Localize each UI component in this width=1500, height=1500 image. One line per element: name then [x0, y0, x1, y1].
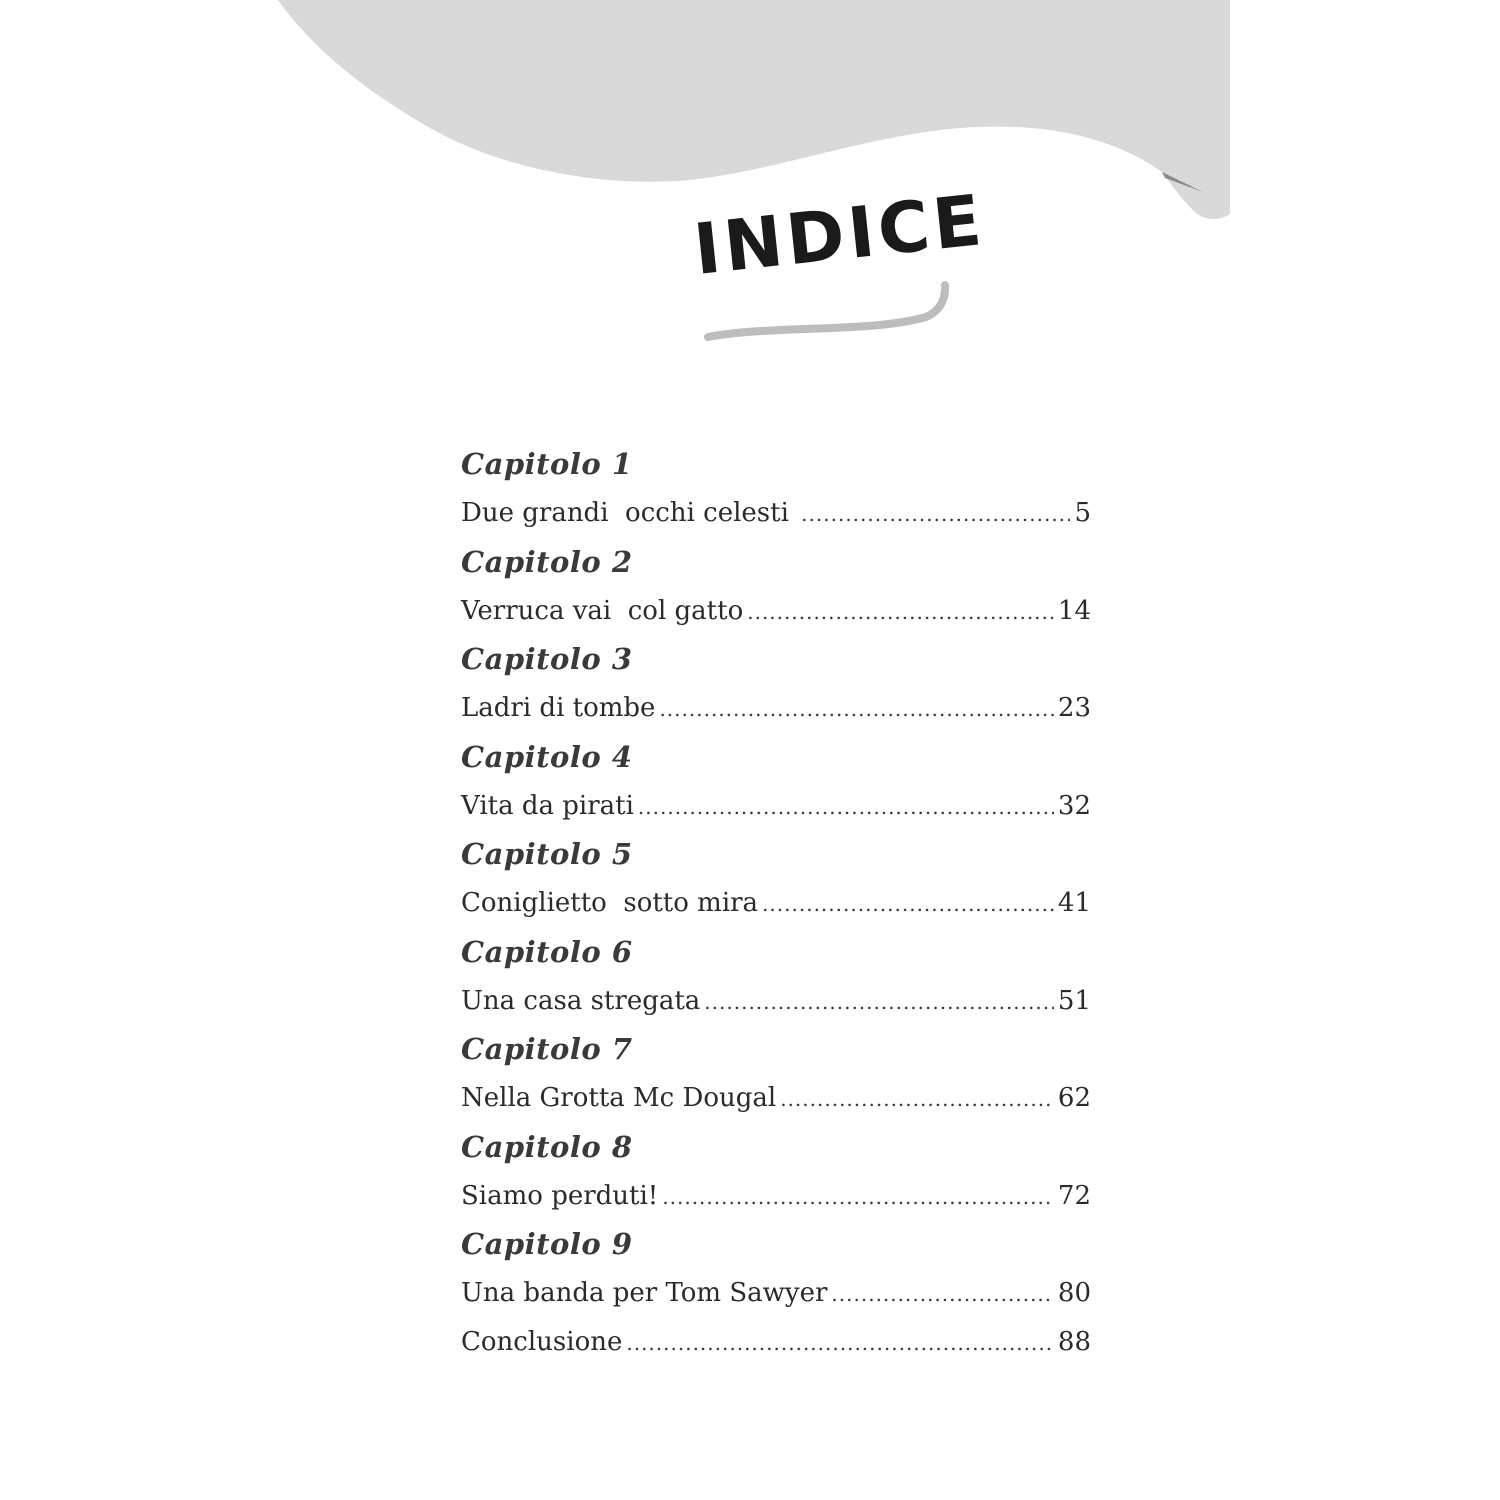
toc-entry-page: 32 — [1057, 790, 1091, 821]
dot-leader — [659, 685, 1053, 734]
chapter-label: Capitolo 9 — [461, 1227, 633, 1261]
toc-entry-conclusion — [461, 1318, 1091, 1367]
toc-entry-page: 80 — [1057, 1278, 1091, 1308]
dot-leader — [662, 1173, 1054, 1222]
toc-entry-page: 14 — [1057, 595, 1091, 626]
toc-entry-title: Nella Grotta Mc Dougal — [461, 1083, 777, 1113]
toc-entry — [461, 1172, 1091, 1221]
chapter-label: Capitolo 8 — [461, 1129, 633, 1164]
toc-entry-title: Ladri di tombe — [461, 693, 656, 723]
chapter-label: Capitolo 4 — [461, 739, 633, 774]
toc-entry-title: Conclusione — [461, 1326, 623, 1357]
toc-entry-title: Coniglietto sotto mira — [461, 888, 759, 918]
dot-leader — [638, 783, 1054, 832]
toc-entry-title: Due grandi occhi celesti — [461, 498, 798, 528]
toc-entry-title: Siamo perduti! — [461, 1180, 659, 1211]
toc-entry-title: Una casa stregata — [461, 985, 701, 1016]
title-block — [690, 178, 989, 345]
dot-leader — [780, 1075, 1054, 1124]
chapter-label: Capitolo 2 — [461, 544, 633, 579]
toc-entry-title: Vita da pirati — [461, 790, 634, 821]
toc-entry — [461, 587, 1091, 636]
chapter-label: Capitolo 5 — [461, 837, 633, 871]
chapter-label: Capitolo 7 — [461, 1032, 633, 1066]
dot-leader — [831, 1270, 1053, 1319]
dot-leader — [801, 490, 1070, 539]
page-title: INDICE — [690, 178, 989, 291]
toc-entry-page: 51 — [1057, 985, 1091, 1016]
chapter-label: Capitolo 1 — [461, 447, 633, 481]
toc-entry-title: Una banda per Tom Sawyer — [461, 1278, 828, 1308]
toc-entry-page: 41 — [1057, 888, 1091, 918]
table-of-contents — [461, 440, 1091, 1366]
toc-entry-page: 88 — [1057, 1326, 1091, 1357]
toc-entry-page: 62 — [1057, 1083, 1091, 1113]
toc-entry — [461, 1074, 1091, 1123]
dot-leader — [747, 588, 1054, 637]
toc-entry-page: 23 — [1057, 693, 1091, 723]
dot-leader — [704, 978, 1054, 1027]
dot-leader — [762, 880, 1054, 929]
toc-entry — [461, 879, 1091, 928]
toc-entry-title: Verruca vai col gatto — [461, 595, 744, 626]
toc-entry — [461, 1269, 1091, 1318]
chapter-label: Capitolo 6 — [461, 934, 633, 969]
chapter-label: Capitolo 3 — [461, 642, 633, 676]
toc-entry — [461, 977, 1091, 1026]
toc-entry — [461, 782, 1091, 831]
toc-entry — [461, 684, 1091, 733]
dot-leader — [626, 1319, 1054, 1368]
toc-entry — [461, 489, 1091, 538]
toc-entry-page: 5 — [1074, 498, 1091, 528]
toc-entry-page: 72 — [1057, 1180, 1091, 1211]
